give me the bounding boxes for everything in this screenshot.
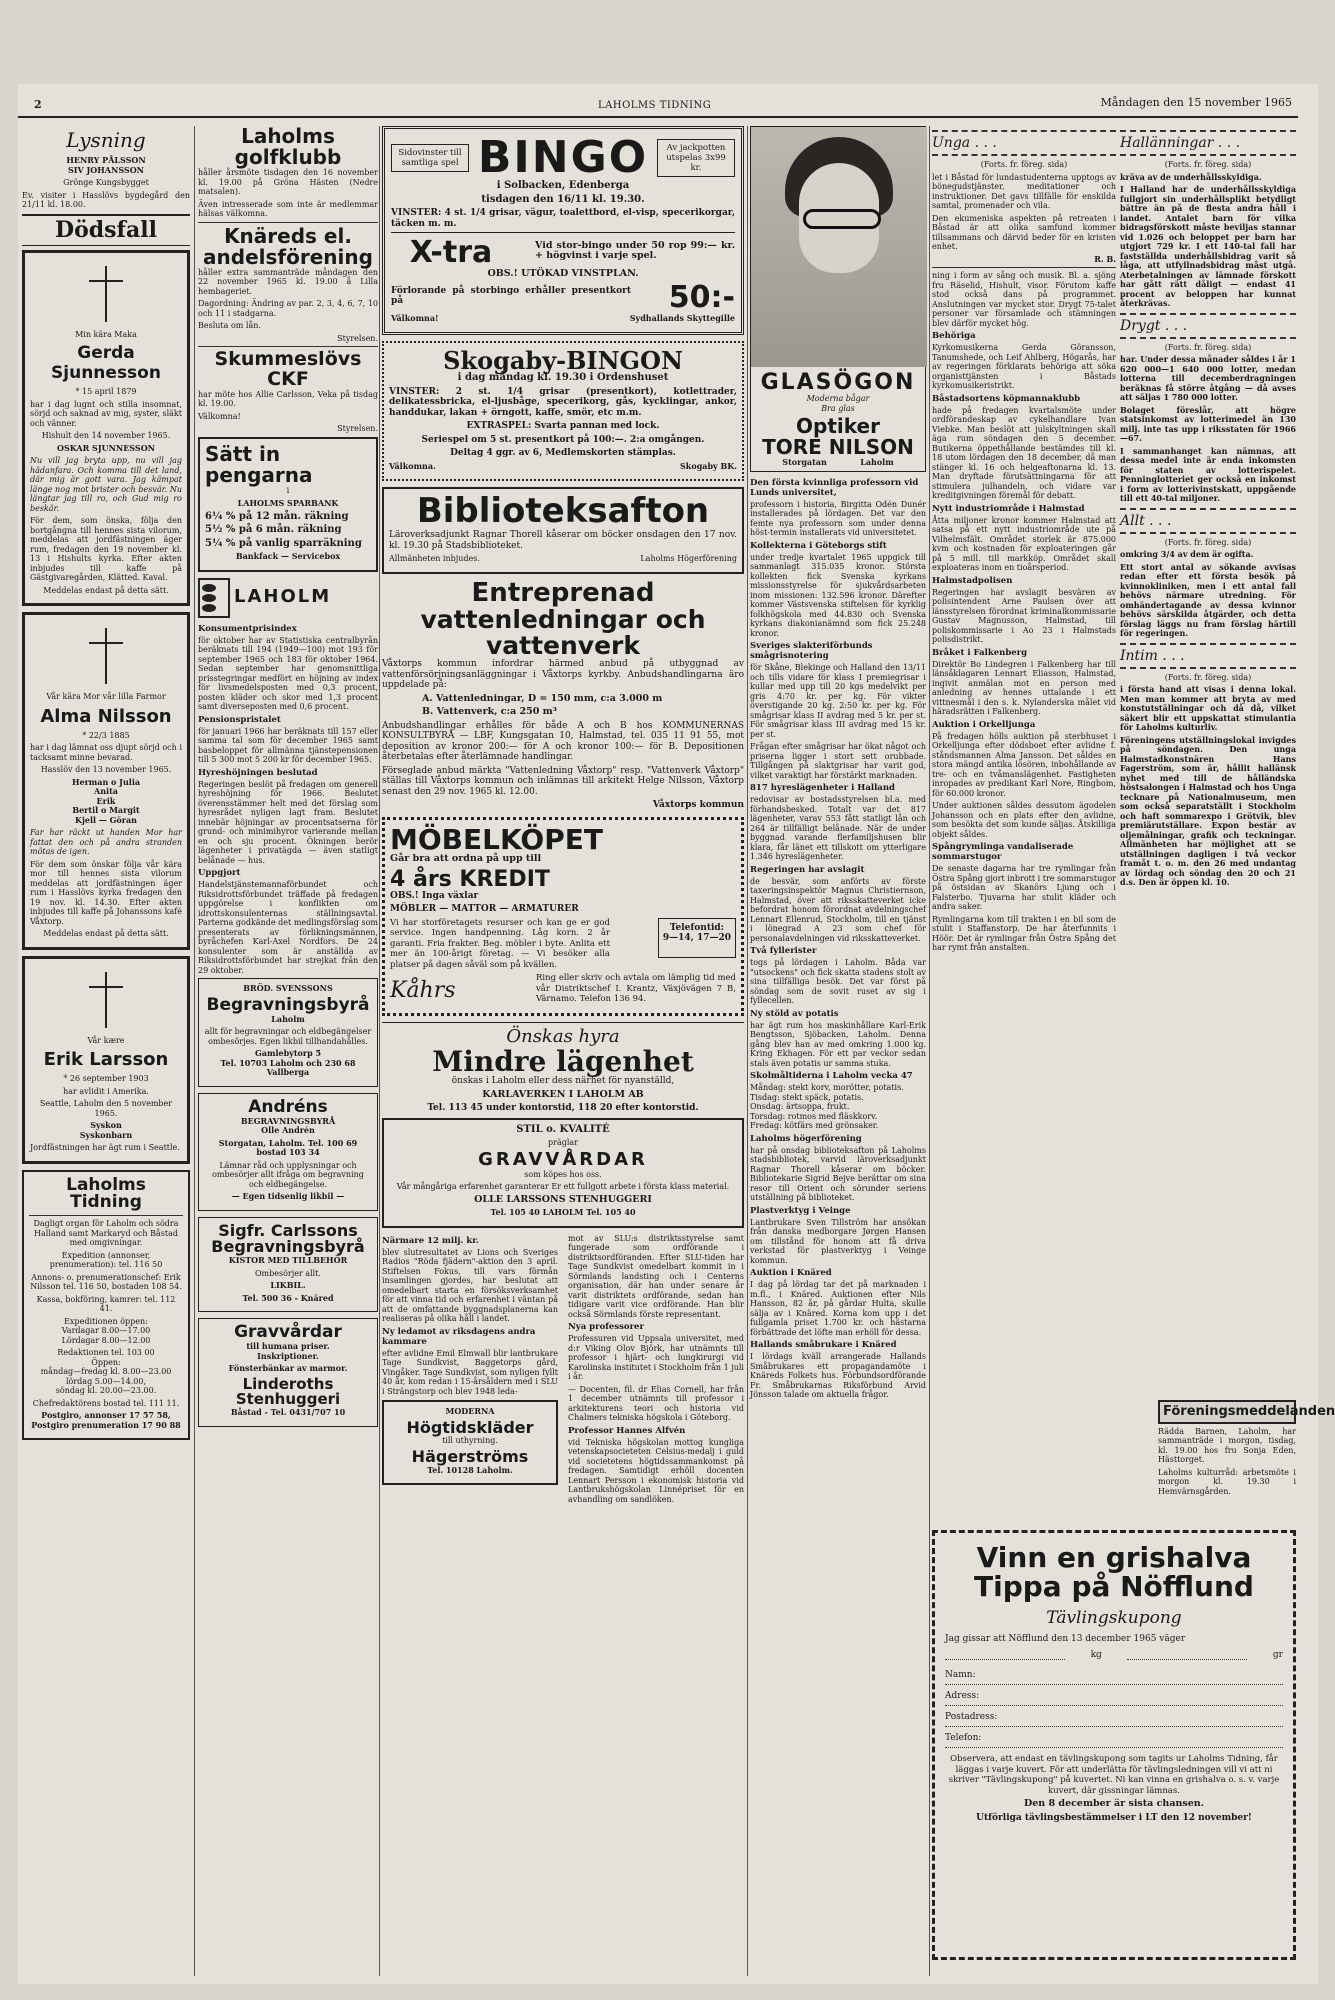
bank-r3: 5¼ % på vanlig sparräkning [205,537,362,549]
sigfr-title: Sigfr. Carlssons Begravningsbyrå [211,1220,365,1257]
ind-text: Åtta miljoner kronor kommer Halmstad att satsa på ett nytt industriområde ute på Vilhelmsfält. Området storlek är 875.000 kvm och kostnaden för exploateringen går på 5 mill. till markköp. Området skall exploateras inom en tioårsperiod. [932,515,1116,572]
a5-text: de besvär, som anförts av förste taxeringsinspektör Magnus Christiernson, Halmstad, över att riksskatteverket icke befordrat honom förordnat avdelningschef Lennart Ellenrud, Stockholm, till en tjänst i lönegrad A 23 som chef för personalavdelningen vid riksskatteverket. [750,876,926,943]
mindre-text: önskas i Laholm eller dess närhet för nyanställd, [451,1076,675,1087]
lysning-heading: Lysning [66,128,146,152]
masthead-red: Redaktionen tel. 103 00 Öppen: måndag—fredag kl. 8.00—23.00 lördag 5.00—14.00, söndag kl. 20.00—23.00. [40,1348,172,1396]
xtra-foot: Förlorande på storbingo erhåller presentkort på [391,285,631,307]
mindre-tel: Tel. 113 45 under kontorstid, 118 20 efter kontorstid. [427,1103,699,1114]
sigfr-ad [198,1217,378,1313]
a1-heading: Den första kvinnliga professorn vid Lunds universitet, [750,477,919,498]
sigfr-tel: Tel. 500 36 - Knäred [242,1292,334,1303]
n4-text: Professuren vid Uppsala universitet, med d:r Viking Olov Björk, har utnämnts till professor i hjärt- och lungkirurgi vid Karolinska institutet i Stockholm från 1 juli i år. [568,1334,744,1382]
bib-title: Biblioteksafton [416,491,710,532]
masthead-postgiro: Postgiro, annonser 17 57 58, Postgiro prenumeration 17 90 88 [31,1410,181,1430]
page-number: 2 [34,98,42,111]
mob-title: MÖBELKÖPET [390,822,603,856]
phone-label: Telefon: [945,1733,982,1744]
obit1-text: har i dag lugnt och stilla insomnat, sörjd och saknad av mig, syster, släkt och vänner. [30,399,182,428]
a4-heading: 817 hyreslägenheter i Halland [750,783,895,794]
allt-sub: (Forts. fr. föreg. sida) [1164,537,1252,547]
stil-tel: Tel. 105 40 LAHOLM Tel. 105 40 [490,1207,636,1218]
entre-b: B. Vattenverk, c:a 250 m³ [422,706,557,718]
a8-heading: Skolmåltiderna i Laholm vecka 47 [750,1071,913,1082]
entre-text2: Anbudshandlingar erhålles för både A och B hos KOMMUNERNAS KONSULTBYRÅ — LBF, Kungsgatan 10, Halmstad, tel. 035 11 91 55, mot deposition av kronor 200:— för A och kronor 100:— för B. Depositionen återbetalas efter återlämnade handlingar. [382,720,744,763]
mob-tel: Telefontid: 9—14, 17—20 [658,918,736,958]
forening-box [1158,1400,1335,1499]
obit2-family: Herman o Julia Anita Erik Bertil o Margit Kjell — Göran [71,776,141,825]
bib-sign: Laholms Högerförening [640,554,737,564]
obit3-born: * 26 september 1903 [63,1074,149,1084]
xtra-text: Vid stor-bingo under 50 rop 99:— kr. + högvinst i varje spel. [535,239,735,262]
lysning-places: Grönge Kungsbygget [63,178,149,187]
n4-heading: Nya professorer [568,1322,644,1333]
n5-text: — Docenten, fil. dr Elias Cornell, har från 1 december utnämnts till professor i arkitekturens teori och historia vid Chalmers tekniska högskola i Göteborg. [568,1384,744,1423]
mob-goods: MÖBLER — MATTOR — ARMATURER [390,904,579,915]
masthead-chef: Chefredaktörens bostad tel. 111 11. [32,1398,180,1408]
dry-text: har. Under dessa månader såldes i år 1 620 000—1 640 000 lotter, medan lotterna till decemberdragningen beräknas få större åtgång — då avses att säljas 1 780 000 lotter. [1120,354,1296,402]
dry-text2: Bolaget föreslår, att högre statsinkomst av lotterimedel än 130 milj. inte tas upp i riksstaten för 1966—67. [1120,404,1296,443]
a12-heading: Hallands småbrukare i Knäred [750,1340,897,1351]
begr-text: allt för begravningar och eldbegängelser ombesörjes. Egen likbil tillhandahålles. [204,1027,372,1046]
obit2-place: Hasslöv den 13 november 1965. [40,765,172,775]
a3-text2: Frågan efter smågrisar har ökat något och priserna ligger i stort sett orubbade. Tillgången på slaktgrisar har varit god, vilket varaktigt har förstärkt marknaden. [750,742,926,780]
mod-tel: Tel. 10128 Laholm. [427,1464,513,1475]
stil-top: STIL o. KVALITÉ [516,1123,610,1135]
postal-label: Postadress: [945,1712,998,1723]
xtra-sign: Sydhallands Skyttegille [629,312,735,323]
a8-text: Måndag: stekt korv, morötter, potatis. Tisdag: stekt späck, potatis. Onsdag: ärtsoppa, frukt. Torsdag: rotmos med fläskkorv. Fredag: kötfärs med grönsaker. [750,1083,904,1131]
uppg-text: Handelstjänstemannaförbundet och Riksidrottsförbundet träffade på fredagen uppgörelse i konflikten om idrottskonsulenternas ställningsavtal. Parterna godkände det medlingsförslag som presenterats av förlikningsmännen, byråchefen Karl-Axel Nordfors. De 24 konsulenter som är anställda av Riksidrottsförbundet har strejkat från den 29 oktober. [198,880,378,975]
grav-tel: Båstad - Tel. 0431/707 10 [230,1407,346,1417]
pens-heading: Pensionspristalet [198,714,281,725]
bingo-title: BINGO [477,132,649,183]
ind-heading: Nytt industriområde i Halmstad [932,503,1085,514]
bank-t3: i [286,485,290,496]
a11-heading: Auktion i Knäred [750,1268,832,1279]
sko-title: Skogaby-BINGON [443,346,683,376]
onskas-heading: Önskas hyra [382,1022,744,1047]
obit3-note: Jordfästningen har ägt rum i Seattle. [30,1143,180,1153]
cross-icon [89,972,123,1028]
obit2-intro: Vår kära Mor vår lilla Farmor [46,692,166,702]
column-news [750,126,926,1976]
a7-text: har ägt rum hos maskinhållare Karl-Erik Bengtsson, Sjöbacken, Laholm. Denna gång blev han av med omkring 1.000 kg. Kring Ekhagen. För ett par veckor sedan stals även potatis ur samma stuka. [750,1020,926,1068]
obit1-intro: Min kära Maka [75,329,137,339]
andren-ad [198,1093,378,1211]
glas-opt: Optiker [796,414,880,439]
xtra-title: X-tra [409,235,493,271]
begr-top: BRÖD. SVENSSONS [243,983,333,994]
hagerstrom-ad [382,1400,558,1485]
masthead-ann: Annons- o. prenumerationschef: Erik Nilsson tel. 116 50, bostaden 108 54. [30,1272,182,1292]
glas-addr: Storgatan Laholm [782,457,894,468]
bast-heading: Båstadsortens köpmannaklubb [932,393,1081,404]
andrens-sub: BEGRAVNINGSBYRÅ Olle Andrén [240,1115,336,1136]
glas-sub: Moderna bågar Bra glas [806,394,870,413]
news-text: ning i form av sång och musik. Bl. a. sjöng fru Räselid, Hishult, visor. Förutom kaffe stod också dans på programmet. Anslutningen var mycket stor. Drygt 75-talet personer var församlade och stämningen blev därför mycket hög. [932,271,1116,328]
golf-title: Laholms golfklubb [234,124,342,169]
svensson-ad [198,978,378,1086]
mod-sub: till uthyrning. [442,1436,498,1446]
address-field[interactable] [945,1691,1283,1706]
skum-title: Skummeslövs CKF [214,348,362,390]
bingo-solbacken-ad [382,126,744,335]
gris-t2: Tippa på Nöfflund [974,1570,1254,1604]
olle-larsson-ad [382,1118,744,1228]
obit2-note: Far har räckt ut handen Mor har fattat den och på andra stranden mötas de igen. [30,828,182,857]
obit1-flowers: Meddelas endast på detta sätt. [43,585,169,595]
masthead-text: Dagligt organ för Laholm och södra Halland samt Markaryd och Båstad med omgivningar. [33,1219,179,1248]
sparbank-ad [198,437,378,572]
gris-t1: Vinn en grishalva [976,1541,1252,1574]
mindre-firm: KARLAVERKEN I LAHOLM AB [482,1088,644,1100]
entre-sign: Våxtorps kommun [652,800,744,811]
dodsfall-heading: Dödsfall [22,214,190,246]
skum-sign: Styrelsen. [337,424,378,434]
a6-text: togs på lördagen i Laholm. Båda var "utsockens" och fick skatta stadens stolt av sina tillfälliga besök. Det var först på söndag som de sovit ruset av sig i fyllecellen. [750,958,926,1006]
hal-sub: (Forts. fr. föreg. sida) [1164,160,1252,169]
name-label: Namn: [945,1670,976,1681]
obituary-larsson [22,956,190,1164]
n6-text: vid Tekniska högskolan mottog kungliga vetenskapsocieteten Celsius-medalj i guld vid societetens högtidssammankomst på fredagen. Samtidigt erhöll docenten Lennart Persson i ekonomisk historia vid Lantbrukshögskolan Linnépriset för en avhandling om sandlöken. [568,1437,744,1504]
mod-top: MODERNA [445,1406,495,1417]
n2-text: efter avlidne Emil Elmwall blir lantbrukare Tage Sundkvist, Baggetorps gård, Vingåker. Tage Sundkvist, som nyligen fyllt 40 år, kom redan i 15-årsåldern med i SLU i Strängstorp och blev 1948 leda- [382,1348,558,1396]
hyr-text: Regeringen beslöt på fredagen om generell hyreshöjning för 1966. Beslutet överensstämmer helt med det förslag som hyresrådet nyligen lagt fram. Beslutet innebär höjningar av procentsatserna för grund- och minimihyror varierande mellan en och sju procent. Ökningen berör lägenheter i privatägda — även statligt belånade — hus. [198,779,378,865]
sigfr-sub: KISTOR MED TILLBEHÖR [228,1255,348,1266]
obit3-name: Erik Larsson [43,1049,169,1071]
obit2-flowers: Meddelas endast på detta sätt. [43,929,169,939]
dry-heading: Drygt . . . [1120,313,1296,339]
unga-sub: (Forts. fr. föreg. sida) [980,160,1068,169]
gris-obs: Observera, att endast en tävlingskupong som tagits ur Laholms Tidning, får läggas i varje kuvert. För att underlätta för tävlingsledningen vill vi att ni skriver "Tävlingskupong" på kuvertet. Ni kan vinna en grishalva o. s. v. varje kuvert, där gissningar lämnas. [948,1754,1280,1796]
obit1-name: Gerda Sjunnesson [51,343,161,384]
masthead-box [22,1170,190,1441]
begr-addr: Gamlebytorp 5 Tel. 10703 Laholm och 230 68 Vallberga [220,1048,356,1078]
hyr-heading: Hyreshöjningen beslutad [198,767,318,778]
a2-text: under tredje kvartalet 1965 uppgick till sammanlagt 315.035 kronor. Största kollekten fick Svenska kyrkans missionsstyrelse för sjukvårdsarbeten inom missionen: 132.596 kronor. Därefter kommer Västsvenska stiftelsen för kyrklig folkhögskola med 44.830 och Svenska kyrkans diakonianämnd som fick 25.248 kronor. [750,552,926,638]
masthead-open: Expeditionen öppen: Vardagar 8.00—17.00 Lördagar 8.00—12.00 [61,1316,151,1345]
cross-icon [89,266,123,322]
xtra-amount: 50:- [668,280,735,316]
xtra-obs: OBS.! UTÖKAD VINSTPLAN. [487,267,639,279]
optiker-ad [750,126,926,472]
sko-sign: Skogaby BK. [680,460,737,471]
andrens-text: Lämnar råd och upplysningar och ombesörjer allt ifråga om begravning och eldbegängelse. [212,1160,364,1189]
name-field[interactable] [945,1670,1283,1685]
bingo-time: tisdagen den 16/11 kl. 19.30. [481,193,645,205]
bank-foot: Bankfack — Servicebox [235,551,341,562]
obit2-name: Alma Nilsson [40,705,172,727]
column-family-notices [22,126,190,1976]
entre-text: Våxtorps kommun infordrar härmed anbud på utbyggnad av vattenförsörjningsanläggningar i Våxtorps kyrkby. Anbudshandlingarna äro uppdelade på: [382,659,744,691]
gris-foot2: Utförliga tävlingsbestämmelser i LT den 12 november! [976,1812,1252,1823]
mob-obs: OBS.! Inga växlar [390,890,479,901]
stil-text2: Vår mångåriga erfarenhet garanterar Er ett fullgott arbete i första klass material. [396,1182,730,1192]
unga-heading: Unga . . . [932,130,1116,156]
lysning-note: Ev. visiter i Hasslövs bygdegård den 21/11 kl. 18.00. [22,190,190,209]
int-text: i första hand att visas i denna lokal. Men man kommer att bryta av med konstutställningar och då då, vilket säkert blir ett uppskattat stimulantia för Laholms kulturliv. [1120,684,1296,732]
paper-name: LAHOLMS TIDNING [598,100,712,111]
entreprenad-ad [382,577,744,811]
grav-title: Gravvårdar [234,1322,342,1343]
sko-extra: EXTRASPEL: Svarta pannan med lock. [466,421,660,432]
allt-text2: Ett stort antal av sökande avvisas redan efter ett första besök på kvinnokliniken, men i ett antal fall behövs närmare utredning. För omhändertagande av dessa kvinnor behövs särskilda åtgärder, och detta förslag läggs nu fram förslag härtill för regeringen. [1120,561,1296,638]
cross-icon [89,628,123,684]
forening-title: Föreningsmeddelanden [1158,1400,1296,1424]
bank-t1: Sätt in [205,441,281,466]
mod-title: Högtidskläder [406,1417,534,1437]
lysning-names: HENRY PÅLSSON SIV JOHANSSON [66,155,146,175]
begr-title: Begravningsbyrå [206,994,370,1015]
mob-logo: Kåhrs [390,978,456,1004]
sko-time: i dag måndag kl. 19.30 i Ordenshuset [457,372,669,384]
auk-text: På fredagen hölls auktion på sterbhuset i Orkelljunga efter dödsboet efter avlidne f. ståndsmannen Alma Jansson. Det såldes en stora mängd antika lösören, inbohållande av tre- och en tvåmanslägenhet. Fastigheten inropades av predikant Karl Nore, Ringbom, för 60.000 kronor. [932,731,1116,798]
glas-title: GLASÖGON [760,370,916,395]
a10-text: Lantbrukare Sven Tillström har ansökan från danska medborgare Jørgen Hansen om tillstånd för honom att få driva verkstad för plastverktyg i Veinge kommun. [750,1217,926,1265]
laholm-logo-text: LAHOLM [234,586,332,608]
mod-name: Hägerströms [411,1446,529,1466]
bingo-side-left: Sidovinster till samtliga spel [391,144,469,172]
obit1-born: * 15 april 1879 [75,387,137,397]
sko-prizes: VINSTER: 2 st. 1/4 grisar (presentkort), kotlettrader, delikatessbricka, el-ljusbåge, specerikorg, gås, kycklingar, ankor, handdukar, lakan + örngott, kaffe, smör, etc m.m. [389,386,737,418]
a12-text: I lördags kväll arrangerade Hallands Småbrukares ett propagandamöte i Knäreds Folkets hus. Förbundsordförande Fr. Småbrukarnas Riksförbund Arvid Jönsson talade om aktuella frågor. [750,1352,926,1400]
column-continued-b [1120,126,1296,1486]
unga-text: let i Båstad för lundastudenterna upptogs av bönegudstjänster, meditationer och instruktioner. Det gavs tillfälle för enskilda samtal, promenader och vila. [932,172,1116,210]
news-bottom [382,1234,744,1508]
bingo-side-right: Av jackpotten utspelas 3x99 kr. [657,139,735,177]
obit1-sign: OSKAR SJUNNESSON [57,442,155,453]
obit3-place: Seattle, Laholm den 5 november 1965. [39,1099,173,1118]
knareds-text: håller extra sammanträde måndagen den 22 november 1965 kl. 19.00 å Lilla hembageriet. [198,267,378,296]
gris-foot: Den 8 december är sista chansen. [1024,1798,1204,1810]
mob-text: Vi har storföretagets resurser och kan ge er god service. Ingen handpenning. Låg korn. 2 år garanti. Fria frakter. Beg. möbler i byte. Anlita ett mer än 100-årigt företag. — Vi besöker alla platser på dagen såväl som på kvällen. [390,917,610,970]
sko-delt: Deltag 4 ggr. av 6, Medlemskorten stämplas. [450,448,676,459]
sko-serie: Seriespel om 5 st. presentkort på 100:—. 2:a omgången. [421,434,705,445]
mob-ring: Ring eller skriv och avtala om lämplig tid med vår Distriktschef I. Krantz, Växjövägen 7 B, Värnamo. Telefon 136 94. [536,973,736,1005]
address-label: Adress: [945,1691,980,1702]
obit3-intro: Vår kære [87,1035,125,1045]
unga-text2: Den ekumeniska aspekten på retreaten i Båstad är att olika samfund kommer tillsammans och därvid beder för en kristen enhet. [932,213,1116,251]
obit2-funeral: För dem som önskar följa vår kära mor till hennes sista vilorum meddelas att jordfästningen äger rum i Hasslövs kyrka fredagen den 19 nov. kl. 14.30. Efter akten inbjudes till kaffe på Johanssons kafé Våxtorp. [30,859,182,926]
unga-sign: R. B. [1094,253,1116,264]
stil-name: OLLE LARSSONS STENHUGGERI [474,1193,652,1205]
sko-welcome: Välkomna. [389,460,436,471]
bank-r1: 6¼ % på 12 mån. räkning [205,510,349,522]
fish-logo-icon [198,578,230,618]
linderoth-ad [198,1318,378,1426]
sigfr-likbil: LIKBIL. [270,1280,306,1291]
beh-heading: Behöriga [932,331,976,341]
a10-heading: Plastverktyg i Veinge [750,1205,851,1216]
hal-heading: Hallänningar . . . [1120,130,1296,156]
a5-heading: Regeringen har avslagit [750,864,865,875]
a4-text: redovisar av bostadsstyrelsen bl.a. med förhandsbesked. Totalt var det 817 lägenheter, varav 553 fått statligt lån och 264 är tillfälligt belånade. När de under byggnad varande flerfamiljshusen blir klara, får länet ett tillskott om ytterligare 1.346 hyreslägenheter. [750,795,926,862]
n1-heading: Närmare 12 milj. kr. [382,1235,479,1246]
a3-heading: Sveriges slakteriförbunds smågrisnotering [750,641,873,662]
grav-text: Fönsterbänkar av marmor. [228,1363,348,1373]
allt-text: omkring 3/4 av dem är ogifta. [1120,549,1254,559]
n1-text: blev slutresultatet av Lions och Sveriges Radios "Röda fjädern"-aktion den 3 april. Stiftelsen Fokus, till vars förmån insamlingen gjordes, har beslutat att omedelbart starta en försöksverksamhet för att vinna tid och erfarenhet i väntan på att de omfattande byggnadsplanerna kan realiseras på olika håll i landet. [382,1247,558,1324]
a6-heading: Två fyllerister [750,946,817,957]
forening-text: Rädda Barnen, Laholm, har sammanträde i morgon, tisdag, kl. 19.00 hos fru Sonja Eden, Hästtorget. [1158,1426,1296,1465]
mobelkopet-ad [382,817,744,1016]
bib-text2: Allmänheten inbjudes. [389,554,480,564]
postal-address-field[interactable] [945,1712,1283,1727]
masthead-exp: Expedition (annonser, prenumeration): tel. 116 50 [49,1250,163,1270]
obit3-text: har avlidit i Amerika. [63,1086,149,1096]
bank-name: LAHOLMS SPARBANK [237,498,339,509]
auk-heading: Auktion i Orkelljunga [932,719,1036,730]
dry-sub: (Forts. fr. föreg. sida) [1164,342,1252,352]
gris-gr: gr [1272,1650,1283,1661]
begr-place: Laholm [271,1013,305,1024]
column-notices [198,126,378,1976]
pol-heading: Halmstadpolisen [932,575,1013,586]
auk-text2: Under auktionen såldes dessutom ägodelen Johansson och en plats efter den avlidne, som besökta det som kunde säljas. Åtskilliga objekt såldes. [932,801,1116,839]
a1-text: professorn i historia, Birgitta Odén Dunér installerades på lördagen. Det var den femte nya professorn som under denna höst-termin installerats vid universitetet. [750,499,926,538]
a3-text: för Skåne, Blekinge och Halland den 13/11 och tills vidare för klass I premiegrisar i kullar med upp till 20 kgs medelvikt per gris 4:70 kr. per kg. För vikter överstigande 20 kg. 2:50 kr. per kg. För smågrisar klass II avdrag med 5 kr. per st. För smågrisar klass III avdrag med 15 kr. per st. [750,663,926,739]
spang-text2: Rymlingarna kom till trakten i en bil som de stulit i Staffanstorp. De har återfunnits i Höör. Det är rymlingar från Östra Spång det har rymt från anstalten. [932,914,1116,952]
glas-name: TORE NILSON [762,435,914,460]
column-continued-a [932,126,1116,1486]
bingo-prizes: VINSTER: 4 st. 1/4 grisar, vägur, toalettbord, el-visp, specerikorgar, täcken m. m. [391,208,735,229]
obit2-text: har i dag lämnat oss djupt sörjd och i tacksamt minne bevarad. [30,743,182,762]
grav-sub: till humana priser. Inskriptioner. [246,1341,330,1361]
issue-date: Måndagen den 15 november 1965 [1100,96,1292,109]
bast-text: hade på fredagen kvartalsmöte under ordförandeskap av cykelhandlare Ivan Viebke. Man beslöt att julskyltningen skall äga rum söndagen den 5 december. Butikerna öppethållande bestämdes till kl. 18 utom lördagen den 18 december, då man stänger kl. 16 och helgeaftonarna kl. 13. Man dryftade förutsättningarna för att stimulera julhandeln, och vidare var kreditgivningen föremål för debatt. [932,405,1116,500]
masthead-title: Laholms Tidning [66,1174,146,1213]
a11-text: I dag på lördag tar det på marknaden i m.fl., i Knäred. Auktionen efter Nils Hansson, 82 år, på gårdar Hulta, skulle sälja av i Knäred. Korna kom upp i det fullgamla priset 1.700 kr. och hästarna förbättrade det löfte man erhöll för dessa. [750,1280,926,1337]
stil-title: GRAVVÅRDAR [478,1148,648,1170]
int-text2: Föreningens utställningslokal invigdes på söndagen. Den unga Halmstadkonstnären Hans Fagerström, som är, hållit hallänsk nyhet med till de hålländska höstsalongen i Halmstad och hos Unga tecknare på Nationalmuseum, men som också separatställt i Stockholm och haft sommarexpo i Grötvik, blev premiärutställare. Expon bestär av oljemålningar, grafik och teckningar. Allmänheten har möjlighet att se utställningen dagligen i två veckor framåt t. o. m. den 26 med undantag av lördag och söndag den 20 och 21 d.s. Den är öppen kl. 10. [1120,734,1296,887]
stil-sub: präglar [548,1138,578,1148]
mob-sub: Går bra att ordna på upp till [390,853,542,865]
bib-text: Läroverksadjunkt Ragnar Thorell kåserar om böcker onsdagen den 17 nov. kl. 19.30 på Stadsbiblioteket. [389,530,737,551]
gris-kg: kg [1090,1650,1102,1661]
gris-t3: Tävlingskupong [1046,1607,1182,1628]
skum-text: har möte hos Allie Carlsson, Veka på tisdag kl. 19.00. [198,389,378,409]
obit1-poem: Nu vill jag bryta upp, nu vill jag hädanfara. Och komma till det land, där mig är gott vara. Jag kämpat länge nog mot brister och besvär. Nu längtar jag till ro, och Gud mig ro beskär. [30,456,182,513]
bank-t2: pengarna [205,462,313,487]
brak-heading: Bråket i Falkenberg [932,647,1028,658]
n6-heading: Professor Hannes Alfvén [568,1425,686,1436]
page-header [18,94,1298,118]
entre-title1: Entreprenad [471,577,655,608]
obit2-born: * 22/3 1885 [82,730,130,740]
obit1-place: Hishult den 14 november 1965. [41,431,171,441]
woman-glasses-photo [751,127,927,367]
allt-heading: Allt . . . [1120,508,1296,534]
dry-text3: I sammanhanget kan nämnas, att dessa medel inte är enda inkomsten för staten av lotterispelet. Penninglotteriet ger också en inkomst i form av lotterivinstskatt, uppgående till ett 40-tal miljoner. [1120,445,1296,503]
bibliotek-ad [382,487,744,573]
entre-a: A. Vattenledningar, D = 150 mm, c:a 3.000 m [422,692,663,704]
obit1-funeral: För dem, som önska, följa den bortgångna till hennes sista vilorum, meddelas att jordfästningen äger rum, fredagen den 19 november kl. 13 i Hishults kyrka. Efter akten inbjudes till kaffe på Gästgivaregården, Klätted. Kaval. [30,516,182,583]
andrens-title: Andréns [248,1096,328,1117]
obit3-sign: Syskon Syskonbarn [79,1120,133,1140]
entre-text3: Förseglade anbud märkta "Vattenledning Våxtorp" resp. "Vattenverk Våxtorp" ställas till Våxtorps kommun och inlämnas till arkitekt Helge Nilsson, Våxtorp senast den 29 nov. 1965 kl. 12.00. [382,765,744,797]
spang-text: De senaste dagarna har tre rymlingar från Östra Spång gjort inbrott i tre sommarstugor på östsidan av Skanörs Ljung och i Falsterbo. Tjuvarna har stulit kläder och andra saker. [932,864,1116,911]
andrens-foot: — Egen tidsenlig likbil — [231,1191,345,1202]
kpi-text: för oktober har av Statistiska centralbyrån beräknats till 194 (1949—100) mot 193 för september 1965 och 183 för oktober 1964. Sedan september har genomsnittliga prisstegringar medfört en höjning av index för livsmedelsposten med 0,3 procent, posten kläder och skor med 1,3 procent samt diverseposten med 0,6 procent. [198,635,378,712]
grav-name: Linderoths Stenhuggeri [235,1374,341,1409]
hal-text: kräva av de underhållsskyldiga. [1120,171,1262,182]
a9-text: har på onsdag biblioteksafton på Laholms stadsbibliotek, varvid läroverksadjunkt Ragnar Thorell kåserar om böcker. Bibliotekarie Sigrid Bejve berättar om sina resor till Orient och sörunder seriens utställning på biblioteket. [750,1145,926,1203]
n3-text: mot av SLU:s distriktsstyrelse samt fungerade som ordförande i distriktsordföranden. Efter SLU-tiden har Tage Sundkvist omedelbart kommit in i Sörmlands landsting och i Centerns organisation, där han under senare år varit distriktets ordförande, sedan han tidigare varit vice ordförande. Han blir också Sörmlands förste representant. [568,1233,744,1319]
mindre-title: Mindre lägenhet [432,1044,694,1078]
knareds-text3: Besluta om lån. [198,321,261,330]
skogaby-bingo-ad [382,341,744,481]
a9-heading: Laholms högerförening [750,1133,862,1144]
brak-text: Direktör Bo Lindegren i Falkenberg har till länsåklagaren Lennart Eliasson, Halmstad, ingivit anmälan mot en person med anledning av hennes uttalande i ett vittnesmål i den s. k. Nylanderska målet vid häradsrätten i Falkenberg. [932,659,1116,716]
forening-text2: Laholms kulturråd: arbetsmöte i morgon kl. 19.30 i Hemvärnsgården. [1158,1467,1296,1496]
obituary-nilsson [22,612,190,950]
gris-l1: Jag gissar att Nöfflund den 13 december 1965 väger [945,1633,1186,1644]
knareds-sign: Styrelsen. [337,333,378,343]
masthead-kassa: Kassa, bokföring, kamrer: tel. 112 41. [36,1294,176,1314]
bank-r2: 5½ % på 6 mån. räkning [205,524,342,536]
pol-text: Regeringen har avslagit besvären av polisintendent Arne Paulsen över att länsstyrelsen förordnat kriminalkommissarie Gustav Magnusson, Halmstad, till poliskommissarie i Ao 23 i Halmstads polisdistrikt. [932,587,1116,644]
entre-title2: vattenledningar och vattenverk [420,604,706,661]
laholm-logo [198,578,378,618]
knareds-title: Knäreds el. andelsförening [203,223,373,269]
mob-kredit: 4 års KREDIT [390,866,550,892]
phone-field[interactable] [945,1733,1283,1748]
uppg-heading: Uppgjort [198,868,241,879]
int-sub: (Forts. fr. föreg. sida) [1164,672,1252,682]
obituary-sjunnesson [22,250,190,607]
int-heading: Intim . . . [1120,643,1296,669]
grishalva-coupon [932,1530,1296,1960]
golf-text2: Även intresserade som inte är medlemmar hälsas välkomna. [198,199,378,218]
hal-text2: I Halland har de underhållsskyldiga fullgjort sin underhållsplikt betydligt bättre än på de flesta andra håll i landet. Antalet barn för vilka bidragsförskott måste beviljas stannar vid 1.026 och beloppet per barn har utgjort 729 kr. I ett 140-tal fall har fastställda underhållsbidrag varit så låga, att utfyllnadsbidrag måst utgå. Aterbetalningen av lämnade förskott har gått rätt dåligt — endast 41 procent av beloppen har kunnat återkrävas. [1120,184,1296,308]
sigfr-text: Ombesörjer allt. [255,1268,321,1278]
andrens-tel: Storgatan, Laholm. Tel. 100 69 bostad 103 34 [218,1137,358,1158]
bingo-place: i Solbacken, Edenberga [496,180,630,192]
column-ads [382,126,744,1976]
pens-text: för januari 1966 har beräknats till 157 eller samma tal som för december 1965 samt basbeloppet för allmänna tjänstepensionen till 5 300 mot 5 200 kr för december 1965. [198,726,378,765]
spang-heading: Spångrymlinga vandaliserade sommarstugor [932,842,1074,862]
xtra-welcome: Välkomna! [391,312,439,323]
kpi-heading: Konsumentprisindex [198,623,297,634]
skum-text2: Välkomna! [198,411,241,421]
a2-heading: Kollekterna i Göteborgs stift [750,540,887,551]
knareds-text2: Dagordning: Ändring av par. 2, 3, 4, 6, 7, 10 och 11 i stadgarna. [198,299,378,318]
beh-text: Kyrkomusikerna Gerda Göransson, Tanumshede, och Leif Ahlberg, Högarås, har av regeringen förklarats behöriga att söka organisttjänsten i Båstads kyrkomusikeristrikt. [932,343,1116,390]
a7-heading: Ny stöld av potatis [750,1008,839,1019]
stil-text: som köpes hos oss. [524,1169,602,1179]
golf-text: håller årsmöte tisdagen den 16 november kl. 19.00 på Gröna Hästen (Nedre matsalen). [198,168,378,196]
n2-heading: Ny ledamot av riksdagens andra kammare [382,1326,536,1347]
